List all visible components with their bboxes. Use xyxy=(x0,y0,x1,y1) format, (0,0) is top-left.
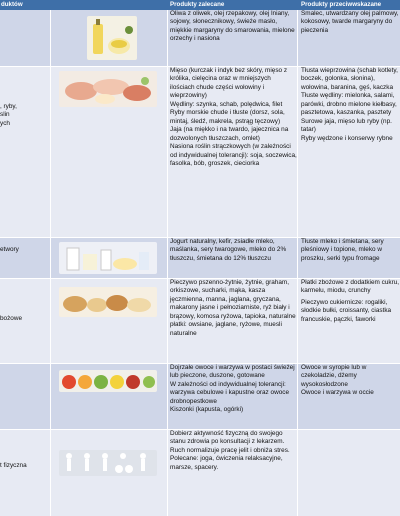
header-not-recommended: Produkty przeciwwskazane xyxy=(301,1,382,8)
recommended-text: Nasiona roślin strączkowych (w zależności od indywidualnej tolerancji): soja, soczewica, fasolka, bób, groszek, cieciorka xyxy=(170,143,297,167)
recommended-text: Wędliny: szynka, schab, polędwica, filet xyxy=(170,100,283,108)
not-recommended-text: Tłuste wędliny: mielonka, salami, parówki, drobno mielone kiełbasy, pasztetowa, kaszanka, pasztety xyxy=(301,92,397,117)
table-row-protein xyxy=(0,67,400,237)
recommended-cell xyxy=(168,279,298,363)
recommended-text: W zależności od indywidualnej tolerancji: warzywa cebulowe i kapustne oraz owoce drobnopestkowe xyxy=(170,380,289,405)
recommended-cell xyxy=(168,67,298,237)
recommended-text: Jogurt naturalny, kefir, zsiadłe mleko, maślanka, sery twarogowe, mleko do 2% tłuszczu, śmietana do 12% tłuszczu xyxy=(170,238,287,262)
not-recommended-cell xyxy=(299,238,400,278)
image-cell xyxy=(51,279,168,363)
category-cell xyxy=(0,364,51,429)
not-recommended-text: Płatki zbożowe z dodatkiem cukru, karmelu, miodu, crunchy xyxy=(301,279,400,295)
table-row-fats xyxy=(0,10,400,66)
not-recommended-cell xyxy=(299,279,400,363)
not-recommended-cell xyxy=(299,67,400,237)
fruit-vegetables-image xyxy=(59,370,157,392)
recommended-text: Mięso (kurczak i indyk bez skóry, mięso z królika, cielęcina oraz w mniejszych ilościach chude części wołowiny i wieprzowiny) xyxy=(170,67,288,100)
recommended-text: Pieczywo pszenno-żytnie, żytnie, graham, orkiszowe, sucharki, mąka, kasza jęczmienna, manna, jaglana, gryczana, makarony jasne i pełnoziarniste, ryż biały i brązowy, komosa ryżowa, tapioka, naturalne płatki: owsiane, jaglane, ryżowe, muesli naturalne xyxy=(170,279,296,337)
recommended-text: Ryby morskie chude i tłuste (dorsz, sola, mintaj, śledź, makrela, pstrąg tęczowy) xyxy=(170,109,285,125)
image-cell xyxy=(51,364,168,429)
header-recommended: Produkty zalecane xyxy=(170,1,225,8)
category-label: etwory xyxy=(0,246,19,253)
category-cell xyxy=(0,10,51,66)
recommended-text: Kiszonki (kapusta, ogórki) xyxy=(170,406,244,414)
not-recommended-text: Surowe jaja, mięso lub ryby (np. tatar) xyxy=(301,117,392,134)
recommended-cell xyxy=(168,10,298,66)
recommended-cell xyxy=(168,364,298,429)
header-product-group: duktów xyxy=(1,1,23,8)
image-cell xyxy=(51,67,168,237)
table-row-dairy xyxy=(0,238,400,278)
bread-cereals-image xyxy=(59,287,157,317)
not-recommended-text: Smalec, utwardzany olej palmowy, kokosowy, twarde margaryny do pieczenia xyxy=(301,10,399,34)
not-recommended-cell xyxy=(299,364,400,429)
recommended-text: Oliwa z oliwek, olej rzepakowy, olej lniany, sojowy, słonecznikowy, świeże masło, miękkie margaryny do smarowania, mielone orzechy i nasiona xyxy=(170,10,295,43)
image-cell xyxy=(51,10,168,66)
not-recommended-text: Pieczywo cukiernicze: rogaliki, słodkie bułki, croissanty, ciastka francuskie, pączki, faworki xyxy=(301,298,392,323)
not-recommended-text: Tłusta wieprzowina (schab kotlety, boczek, golonka, słonina), wołowina, baranina, gęś, kaczka xyxy=(301,67,398,91)
not-recommended-cell xyxy=(299,10,400,66)
recommended-cell xyxy=(168,430,298,516)
exercise-pictograms-image xyxy=(59,450,157,476)
recommended-text: Jaja (na miękko i na twardo, jajecznica na dozwolonych tłuszczach, omlet) xyxy=(170,126,289,142)
not-recommended-text: Tłuste mleko i śmietana, sery pleśniowy i topione, mleko w proszku, serki typu fromage xyxy=(301,238,384,262)
category-label: t fizyczna xyxy=(0,462,27,469)
category-label: , ryby, slin ych xyxy=(0,103,17,127)
table-header xyxy=(0,0,400,10)
table-row-cereals xyxy=(0,279,400,363)
recommended-text: Dobierz aktywność fizyczną do swojego stanu zdrowia po konsultacji z lekarzem. Ruch normalizuje pracę jelit i obniża stres. Polecane: joga, ćwiczenia relaksacyjne, marsze, spacery. xyxy=(170,430,290,471)
image-cell xyxy=(51,430,168,516)
category-label: bożowe xyxy=(0,315,23,322)
recommended-cell xyxy=(168,238,298,278)
category-cell xyxy=(0,430,51,516)
table-row-physical-activity xyxy=(0,430,400,516)
table-row-fruit-vegetables xyxy=(0,364,400,429)
not-recommended-cell xyxy=(299,430,400,516)
not-recommended-text: Owoce w syropie lub w czekoladzie, dżemy wysokosłodzone xyxy=(301,364,367,388)
category-cell xyxy=(0,67,51,237)
oil-bottles-image xyxy=(87,16,137,60)
not-recommended-text: Owoce i warzywa w occie xyxy=(301,389,374,397)
category-cell xyxy=(0,279,51,363)
dairy-products-image xyxy=(59,242,157,274)
category-cell xyxy=(0,238,51,278)
recommended-text: Dojrzałe owoce i warzywa w postaci świeżej lub pieczone, duszone, gotowane xyxy=(170,364,295,380)
not-recommended-text: Ryby wędzone i konserwy rybne xyxy=(301,134,393,142)
meat-fish-image xyxy=(59,71,157,107)
image-cell xyxy=(51,238,168,278)
